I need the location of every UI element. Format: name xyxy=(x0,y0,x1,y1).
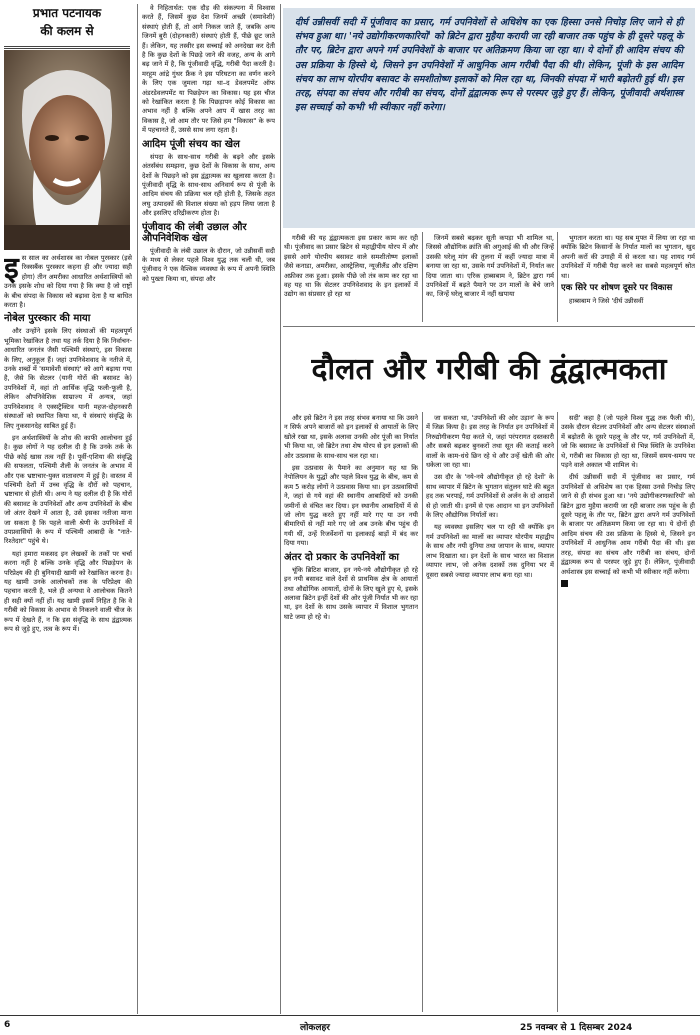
byline-subtitle: की कलम से xyxy=(40,24,94,38)
subhead-capitalism: पूंजीवाद की लंबी उछाल और औपनिवेशिक खेल xyxy=(142,221,247,244)
paragraph: यहां हमारा मकसद इन लेखकों के तर्कों पर चर्चा करना नहीं है बल्कि उनके वृद्धि और पिछड़ेपन के परिप्रेक्ष्य की ही बुनियादी खामी को रेखांकित करना है। यह खामी उनके आलोचकों तक के परिप्रेक्ष्य की पहचान करती है, भले ही अन्यथा वे आलोचक कितने ही सही क्यों नहीं हों। यह खामी इसमें निहित है कि वे गरीबी को विकास के अभाव से निकलने वाली चीज के रूप में देखते हैं, न कि इस संवृद्धि के साथ द्वंद्वात्मक रूप से जुड़े हुए, तत्व के रूप में। xyxy=(4,549,132,634)
article-column-3 xyxy=(284,234,418,322)
article-column-6 xyxy=(284,414,418,1014)
paragraph: इन अर्थशास्त्रियों के शोध की काफी आलोचना हुई है। कुछ लोगों ने यह दलील दी है कि उनके तर्क के पीछे कोई खास तत्व नहीं है। पूर्वी-एशिया की संवृद्धि की सफलता, पश्चिमी शैली के जनतंत्र के अभाव में और एक भ्रष्टाचार-युक्त वातावरण में हुई है। वास्तव में पश्चिमी देशों में उच्च वृद्धि के दौरों को पहचान, भ्रष्टाचार से होती थी। अन्य ने यह दलील दी है कि गोरों की बसावट के उपनिवेशों और अन्य उपनिवेशों के बीच जो अंतर देखने में आता है, उसे इसका नतीजा माना जा सकता है कि पहले वाली श्रेणी के उपनिवेशों में उपप्रवासियों के रूप में पश्चिमी आबादी के "नाते-रिश्तेदार" पहुंचे थे। xyxy=(4,433,132,546)
author-name: प्रभात पटनायक xyxy=(32,6,102,20)
column-rule xyxy=(422,232,423,322)
paragraph: संपदा के साथ-साथ गरीबी के बढ़ने और इसके अंतर्संबंध समझना, कुछ देशों के विकास के साथ, अन्य देशों के पिछड़ने को इस द्वंद्वात्मक का खुलासा करता है। पूंजीवादी वृद्धि के साथ-साथ अनिवार्य रूप से पूंजी के आदिम संचय की प्रक्रिया चल रही होती है, जिसके तहत लघु उत्पादकों की विशाल संख्या को हड़प लिया जाता है और इसलिए दरिद्रीकरण होता है। xyxy=(142,152,275,218)
author-byline xyxy=(4,4,130,49)
paragraph: और उन्होंने इसके लिए संस्थाओं की महत्वपूर्ण भूमिका रेखांकित है तथा यह तर्क दिया है कि निर्वाचन-आधारित जनतंत्र जैसी पश्चिमी संस्थाएं, इस विकास के लिए, अनुकूल हैं। जहां उपनिवेशवाद के नतीजे में, उनके शब्दों में 'समावेशी संस्थाएं' को आगे बढ़ाया गया है, जैसे कि सेटलर (यानी गोरों की बसावट के) उपनिवेशों में, वहां तो आर्थिक वृद्धि फली-फूली है, लेकिन औपनिवेशिक साम्राज्य में अन्यत्र, जहां उपनिवेशवाद ने एक्सट्रैक्टिव यानी महज-दोहनकारी संस्थाओं को स्थापित किया था, ये संस्थाएं संवृद्धि के लिए नुकसानदेह साबित हुई हैं। xyxy=(4,327,132,430)
drop-cap: इ xyxy=(4,254,19,286)
paragraph: इस उत्प्रवास के पैमाने का अनुमान यह था कि नेपोलियन के युद्धों और पहले विश्व युद्ध के बीच, कम से कम 5 करोड़ लोगों ने उत्प्रवास किया था। इन उत्प्रवासियों ने, जहां से गये वहां की स्थानीय आबादियों को उनकी जमीनों से वंचित कर दिया। इन स्थानीय आबादियों में से जो लोग युद्ध करते हुए नहीं मारे गए या उन नयी बीमारियों से नहीं मारे गए जो अब उनके बीच पहुंच दी गयी थीं, उन्हें रिजर्वेशनों या इलाकाई बाड़ों में बंद कर दिया गया। xyxy=(284,464,418,548)
article-column-7 xyxy=(426,414,554,1014)
column-rule xyxy=(422,412,423,1012)
paragraph: पूंजीवादी के लंबी उछाल के दौरान, जो उन्नीसवीं सदी के मध्य से लेकर पहले विश्व युद्ध तक चली थी, जब पूंजीवाद ने एक वैश्विक व्यवस्था के रूप में अपनी स्थिति को पुख्ता किया था, संपदा और xyxy=(142,246,275,283)
portrait-image xyxy=(4,50,130,250)
paragraph: गरीबी की यह द्वंद्वात्मकता इस प्रकार काम कर रही थी। पूंजीवाद का प्रसार ब्रिटेन से महाद्वीपीय योरप में और इससे आगे योरपीय बसावट वाले समशीतोष्ण इलाकों जैसे कनाडा, अमरीका, आस्ट्रेलिया, न्यूजीलैंड और दक्षिण अफ्रीका तक हुआ। इसके पीछे जो तंत्र काम कर रहा था वह यह था कि सेटलर उपनिवेशवाद के इन इलाकों में उद्योग का संप्रसार हो रहा था xyxy=(284,234,418,299)
article-column-2 xyxy=(142,4,275,1014)
section-rule xyxy=(283,326,695,327)
column-rule xyxy=(280,4,281,1014)
paragraph: दीर्घ उन्नीसवीं सदी में पूंजीवाद का प्रसार, गर्म उपनिवेशों से अधिशेष का एक हिस्सा उनसे निचोड़ लिए जाने से ही संभव हुआ था। 'नये उद्योगीकरणकारियों' को ब्रिटेन द्वारा मुहैया करायी जा रही बाजार तक पहुंच के ही दूसरे पहलू के तौर पर, ब्रिटेन द्वारा अपने गर्म उपनिवेशों के बाजार पर अतिक्रमण किया जा रहा था। ये दोनों ही आदिम संचय की उस प्रक्रिया के हिस्से थे, जिसने इन उपनिवेशों में आधुनिक आम गरीबी पैदा की थी। इस तरह, संपदा का संचय और गरीबी का संचय, दोनों द्वंद्वात्मक रूप से परस्पर जुड़े हुए हैं। लेकिन, पूंजीवादी अर्थशास्त्र इस सच्चाई को कभी भी स्वीकार नहीं करेगा। xyxy=(561,473,695,576)
paragraph: यह व्यवस्था इसलिए चल पा रही थी क्योंकि इन गर्म उपनिवेशों का मालों का व्यापार योरपीय महाद्वीप के साथ और नयी दुनिया तथा जापान के साथ, व्यापार लाभ दिखाता था। इन देशों के साथ भारत का विशाल व्यापार लाभ, जो अनेक दशकों तक दुनिया भर में दूसरा सबसे ज्यादा व्यापार लाभ बना रहा था। xyxy=(426,523,554,579)
pull-quote: दीर्घ उन्नीसवीं सदी में पूंजीवाद का प्रसार, गर्म उपनिवेशों से अधिशेष का एक हिस्सा उनसे निचोड़ लिए जाने से ही संभव हुआ था। 'नये उद्योगीकरणकारियों' को ब्रिटेन द्वारा मुहैया करायी जा रही बाजार तक पहुंच के ही दूसरे पहलू के तौर पर, ब्रिटेन द्वारा अपने गर्म उपनिवेशों के बाजार पर अतिक्रमण किया जा रहा था। ये दोनों ही आदिम संचय की उस प्रक्रिया के हिस्से थे, जिसने इन उपनिवेशों में आधुनिक आम गरीबी पैदा की थी। लेकिन, पूंजी के इस आदिम संचय का लाभ योरपीय बसावट के समशीतोष्ण इलाकों को मिल रहा था, जिनकी संपदा में भारी बढ़ोतरी हुई थी। इस तरह, संपदा का संचय और गरीबी का संचय, दोनों द्वंद्वात्मक रूप से परस्पर जुड़े हुए हैं। लेकिन, पूंजीवादी अर्थशास्त्र इस सच्चाई को कभी भी स्वीकार नहीं करेगा। xyxy=(283,8,695,228)
subhead-colonies: अंतर दो प्रकार के उपनिवेशों का xyxy=(284,551,399,563)
column-rule xyxy=(557,412,558,1012)
paragraph: चूंकि ब्रिटिश बाजार, इन नये-नये औद्योगीकृत हो रहे इन नयी बसावट वाले देशों से प्राथमिक क्षेत्र के आयातों तथा औद्योगिक आयातों, दोनों के लिए खुले हुए थे, इसके अलावा ब्रिटेन इन्हीं देशों की ओर पूंजी निर्यात भी कर रहा था, इन देशों के साथ उसके व्यापार में विशाल भुगतान घाटे जमा हो रहे थे। xyxy=(284,565,418,621)
article-column-8 xyxy=(561,414,695,1014)
paragraph: स साल का अर्थशास्त्र का नोबल पुरस्कार (इसे रिक्सबैंक पुरस्कार कहना ही और ज्यादा सही होगा) तीन अमरीका आधारित अर्थशास्त्रियों को उनके इसके शोध को दिया गया है कि क्या है जो राष्ट्रों के बीच संपदा के विकास को बढ़ावा देता है या बाधित करता है। xyxy=(4,254,132,310)
paragraph: भुगतान करता था। यह सब मुफ्त में लिया जा रहा था क्योंकि ब्रिटेन किसानों के निर्यात मालों का भुगतान, खुद अपनी करों की उगाही में से करता था। यह शायद गर्म उपनिवेशों में गरीबी पैदा करने का सबसे महत्वपूर्ण स्रोत था। xyxy=(561,234,695,280)
subhead-survey: एक सिरे पर शोषण दूसरे पर विकास xyxy=(561,283,673,294)
page-footer xyxy=(0,1018,700,1035)
footer-rule xyxy=(0,1015,700,1016)
page-number: 6 xyxy=(4,1020,11,1030)
paragraph: जिनमें सबसे बढ़कर सूती कपड़ा भी शामिल था, जिससे औद्योगिक क्रांति की अगुआई की थी और जिन्हें उसकी घरेलू मांग की तुलना में कहीं ज्यादा मात्रा में बनाया जा रहा था, उसके गर्म उपनिवेशों में, निर्यात कर दिया जाता था। एरिक हाब्सबाम ने, ब्रिटेन द्वारा गर्म उपनिवेशों में बढ़ते पैमाने पर उन मालों के बेचे जाने का, जिन्हें घरेलू बाजार में नहीं खपाया xyxy=(426,234,554,299)
paragraph: हाब्सबाम ने जिसे 'दीर्घ उन्नीसवीं xyxy=(569,296,644,305)
issue-date: 25 नवम्बर से 1 दिसम्बर 2024 xyxy=(520,1023,633,1033)
article-column-5 xyxy=(561,234,695,322)
article-headline: दौलत और गरीबी की द्वंद्वात्मकता xyxy=(311,352,667,387)
end-mark-icon xyxy=(561,580,568,587)
subhead-nobel: नोबेल पुरस्कार की माया xyxy=(4,313,91,325)
column-rule xyxy=(557,232,558,322)
column-rule xyxy=(137,4,138,1014)
subhead-primitive: आदिम पूंजी संचय का खेल xyxy=(142,138,240,150)
paragraph: जा सकता था, 'उपनिवेशों की ओर उड़ान' के रूप में जिक्र किया है। इस तरह के निर्यात इन उपनिवेशों में निरुद्योगीकरण पैदा करते थे, जहां परंपरागत दस्तकारी और सबसे बढ़कर बुनकरों तथा सूत की कताई करने वालों के काम-धंधे छिन रहे थे और उन्हें खेती की ओर धकेला जा रहा था। xyxy=(426,414,554,470)
paragraph: सदी' कहा है (जो पहले विश्व युद्ध तक फैली थी), उसके दौरान सेटलर उपनिवेशों और अन्य सेटलर संस्थाओं में बढ़ोतरी के दूसरे पहलू के तौर पर, गर्म उपनिवेशों में, जो कि बसावट के उपनिवेशों से भिन्न स्थिति के उपनिवेश थे, गरीबी का विकास हो रहा था, जिसमें समय-समय पर पड़ने वाले अकाल भी शामिल थे। xyxy=(561,414,695,470)
paragraph: उस दौर के 'नये-नये औद्योगीकृत हो रहे देशों' के साथ व्यापार में ब्रिटेन के भुगतान संतुलन घाटे की बहुत हद तक भरपाई, गर्म उपनिवेशों से अर्जन के दो आदाशें से हो जाती थी। इनमें से एक आदान था इन उपनिवेशों के लिए औद्योगिक निर्यातों का। xyxy=(426,473,554,520)
author-portrait xyxy=(4,50,130,250)
article-column-4 xyxy=(426,234,554,322)
paragraph: और इसे ब्रिटेन ने इस तरह संभव बनाया था कि उसने न सिर्फ अपने बाजारों को इन इलाकों से आयातों के लिए खोले रखा था, इसके अलावा उनकी ओर पूंजी का निर्यात भी किया था, जो ब्रिटेन तथा शेष योरप से इन इलाकों की ओर उत्प्रवास के साथ-साथ चल रहा था। xyxy=(284,414,418,460)
article-column-1 xyxy=(4,254,132,1014)
publication-name: लोकलहर xyxy=(300,1023,330,1033)
paragraph: वे निहितार्थत: एक दौड़ की संकल्पना में विश्वास करते हैं, जिसमें कुछ देश जिनमें अच्छी (समावेशी) संस्थाएं होती हैं, तो आगे निकल जाते हैं, जबकि अन्य जिनमें बुरी (दोहनकारी) संस्थाएं होती हैं, पीछे छूट जाते हैं। लेकिन, यह तस्वीर इस सच्चाई को अनदेखा कर देती है कि कुछ देशों के पिछड़े जाने की वजह, अन्य के आगे बढ़ जाने में है, कि पूंजीवादी वृद्धि, गरीबी पैदा करती है। मरहूम आंद्रे गुंथर फ्रैंक ने इस परिघटना का वर्णन करने के लिए एक जुमला गढ़ा था–द डेवलपमेंट ऑफ अंडरडेवलपमेंट या पिछड़ेपन का विकास। यह इस चीज को रेखांकित करता है कि पिछड़ापन कोई विकास का अभाव नहीं है बल्कि अपने आप में खास तरह का विकास है, जो आम तौर पर जिसे हम "विकास" के रूप में पहचानते हैं, उससे साथ लगा रहता है। xyxy=(142,4,275,135)
